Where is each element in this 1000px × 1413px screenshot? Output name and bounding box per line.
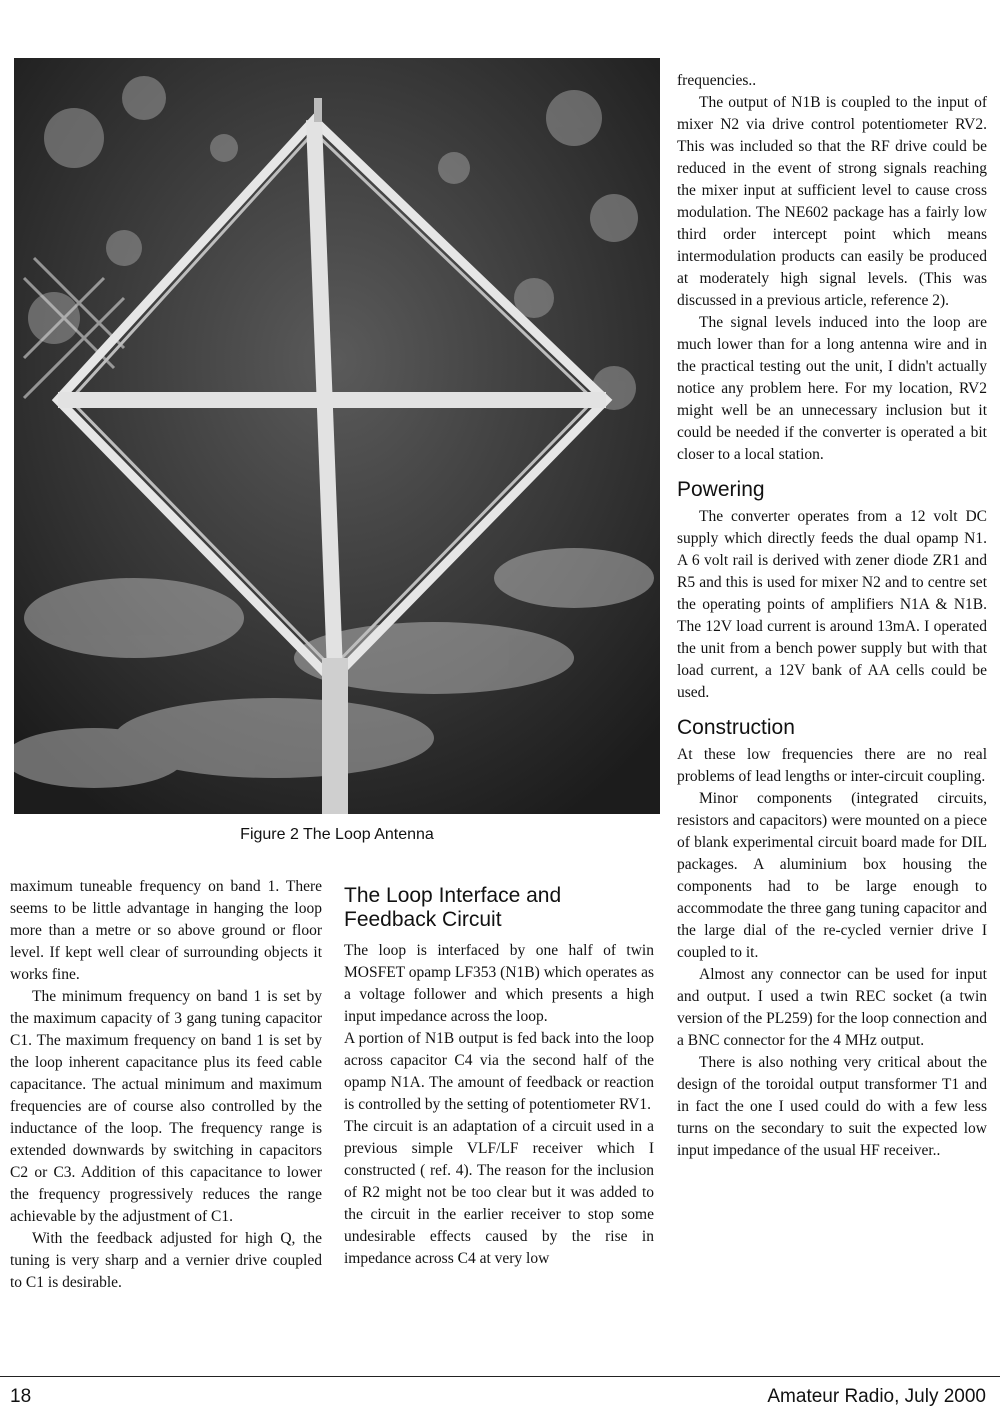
page-number: 18 (10, 1386, 32, 1407)
figure-caption: Figure 2 The Loop Antenna (240, 826, 434, 843)
paragraph: The circuit is an adaptation of a circuit used in a previous simple VLF/LF receiver which I constructed ( ref. 4). The reason for the inclusion of R2 might not be too clear but it was added to the circuit in the earlier receiver to stop some undesirable effects caused by the rise in impedance across C4 at very low (344, 1118, 654, 1267)
section-heading-loop-interface: The Loop Interface and Feedback Circuit (344, 884, 562, 931)
paragraph: maximum tuneable frequency on band 1. There seems to be little advantage in hanging the loop more than a metre or so above ground or floor level. If kept well clear of surrounding objects it works fine. (10, 878, 322, 983)
footer-rule (0, 1376, 1000, 1377)
section-heading-construction: Construction (677, 716, 795, 739)
paragraph: The loop is interfaced by one half of twin MOSFET opamp LF353 (N1B) which operates as a voltage follower and which presents a high input impedance across the loop. (344, 942, 654, 1025)
paragraph: There is also nothing very critical about the design of the toroidal output transformer T1 and in fact the one I used could do with a few less turns on the secondary to suit the expected low input impedance of the usual HF receiver.. (677, 1054, 987, 1159)
paragraph: The minimum frequency on band 1 is set by the maximum capacity of 3 gang tuning capacitor C1. The maximum frequency on band 1 is set by the loop inherent capacitance plus its feed cable capacitance. The actual minimum and maximum frequencies are of course also controlled by the inductance of the loop. The frequency range is extended downwards by switching in capacitors C2 or C3. Addition of this capacitance to lower the frequency progressively reduces the range achievable by the adjustment of C1. (10, 988, 322, 1225)
article-column-1 (10, 876, 322, 1294)
article-column-2 (344, 884, 654, 1270)
paragraph: The converter operates from a 12 volt DC supply which directly feeds the dual opamp N1. A 6 volt rail is derived with zener diode ZR1 and R5 and this is used for mixer N2 and to centre set the operating points of amplifiers N1A & N1B. The 12V load current is around 13mA. I operated the unit from a bench power supply but with that load current, a 12V bank of AA cells could be used. (677, 508, 987, 701)
paragraph: frequencies.. (677, 72, 757, 89)
paragraph: With the feedback adjusted for high Q, the tuning is very sharp and a vernier drive coupled to C1 is desirable. (10, 1230, 322, 1291)
section-heading-powering: Powering (677, 478, 765, 501)
paragraph: A portion of N1B output is fed back into the loop across capacitor C4 via the second half of the opamp N1A. The amount of feedback or reaction is controlled by the setting of potentiometer RV1. (344, 1030, 654, 1113)
paragraph: Almost any connector can be used for input and output. I used a twin REC socket (a twin version of the PL259) for the loop connection and a BNC connector for the 4 MHz output. (677, 966, 987, 1049)
loop-antenna-photo (14, 58, 660, 814)
article-column-3 (677, 70, 987, 1162)
paragraph: Minor components (integrated circuits, resistors and capacitors) were mounted on a piece of blank experimental circuit board made for DIL packages. A aluminium box housing the components had to be large enough to accommodate the three gang tuning capacitor and the large dial of the re-cycled vernier drive I coupled to it. (677, 790, 987, 961)
paragraph: At these low frequencies there are no real problems of lead lengths or inter-circuit coupling. (677, 746, 987, 785)
issue-label: Amateur Radio, July 2000 (767, 1386, 986, 1407)
paragraph: The signal levels induced into the loop are much lower than for a long antenna wire and in the practical testing out the unit, I didn't actually notice any problem here. For my location, RV2 might well be an unnecessary inclusion but it could be needed if the converter is operated a bit closer to a local station. (677, 314, 987, 463)
paragraph: The output of N1B is coupled to the input of mixer N2 via drive control potentiometer RV2. This was included so that the RF drive could be reduced in the event of strong signals reaching the mixer input at sufficient level to cause cross modulation. The NE602 package has a fairly low third order intercept point which means intermodulation products can easily be produced at moderately high signal levels. (This was discussed in a previous article, reference 2). (677, 94, 987, 309)
